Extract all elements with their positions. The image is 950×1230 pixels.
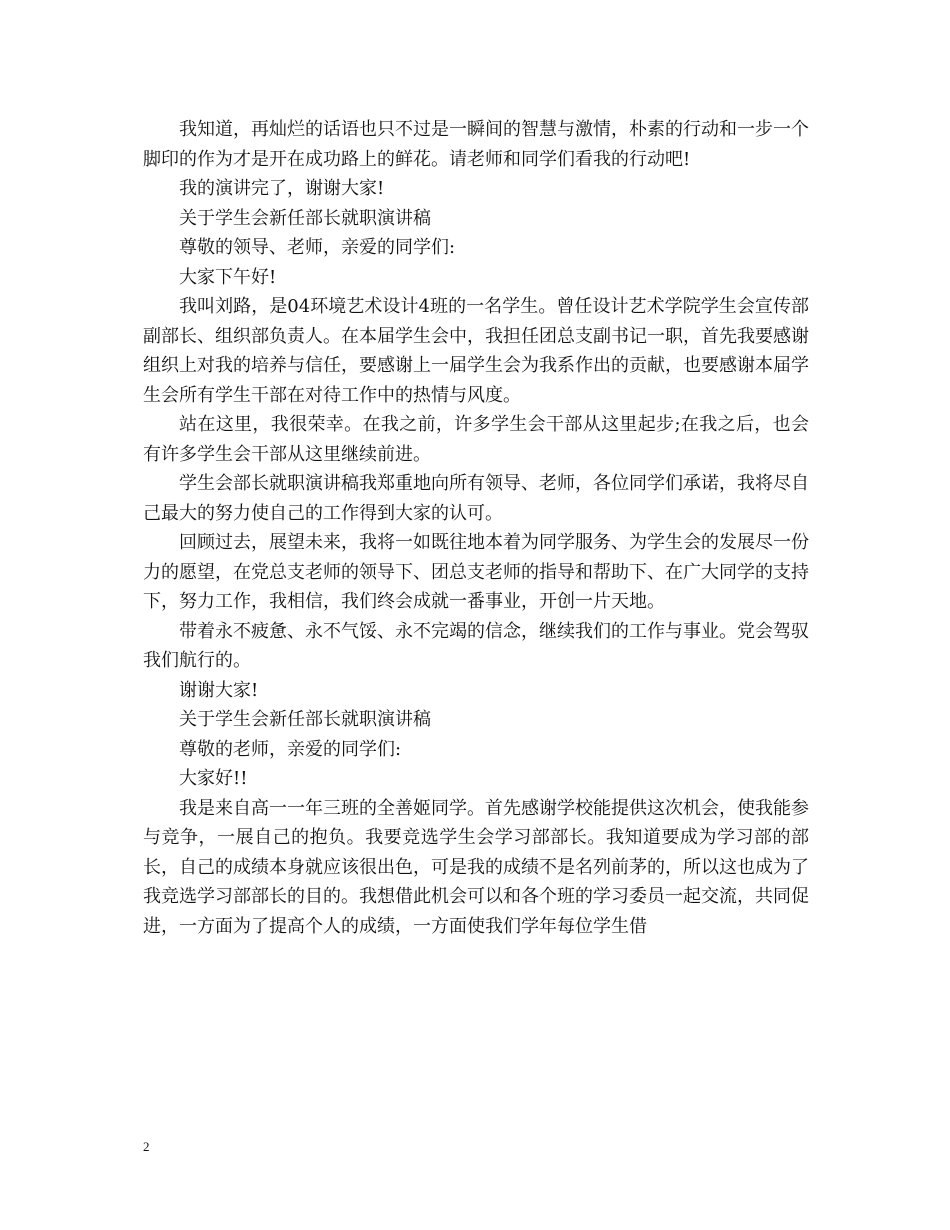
paragraph: 带着永不疲惫、永不气馁、永不完竭的信念，继续我们的工作与事业。党会驾驭我们航行的。	[143, 620, 809, 671]
closing: 谢谢大家!	[179, 679, 259, 701]
paragraph: 学生会部长就职演讲稿我郑重地向所有领导、老师，各位同学们承诺，我将尽自己最大的努力使自己的工作得到大家的认可。	[143, 473, 809, 524]
page-number: 2	[143, 1139, 150, 1154]
salutation: 尊敬的领导、老师，亲爱的同学们:	[179, 237, 456, 258]
greeting: 大家好!!	[179, 768, 248, 789]
paragraph: 我知道，再灿烂的话语也只不过是一瞬间的智慧与激情，朴素的行动和一步一个脚印的作为才是开在成功路上的鲜花。请老师和同学们看我的行动吧!	[143, 119, 809, 170]
section-heading: 关于学生会新任部长就职演讲稿	[179, 709, 431, 730]
salutation: 尊敬的老师，亲爱的同学们:	[179, 738, 402, 760]
document-body	[143, 115, 809, 941]
paragraph: 我叫刘路，是04环境艺术设计4班的一名学生。曾任设计艺术学院学生会宣传部副部长、组织部负责人。在本届学生会中，我担任团总支副书记一职，首先我要感谢组织上对我的培养与信任，要感谢上一届学生会为我系作出的贡献，也要感谢本届学生会所有学生干部在对待工作中的热情与风度。	[143, 296, 809, 406]
paragraph: 我是来自高一一年三班的全善姬同学。首先感谢学校能提供这次机会，使我能参与竞争，一展自己的抱负。我要竞选学生会学习部部长。我知道要成为学习部的部长，自己的成绩本身就应该很出色，可是我的成绩不是名列前茅的，所以这也成为了我竞选学习部部长的目的。我想借此机会可以和各个班的学习委员一起交流，共同促进，一方面为了提高个人的成绩，一方面使我们学年每位学生借	[143, 797, 809, 937]
paragraph: 站在这里，我很荣幸。在我之前，许多学生会干部从这里起步;在我之后，也会有许多学生会干部从这里继续前进。	[143, 414, 809, 465]
paragraph: 回顾过去，展望未来，我将一如既往地本着为同学服务、为学生会的发展尽一份力的愿望，在党总支老师的领导下、团总支老师的指导和帮助下、在广大同学的支持下，努力工作，我相信，我们终会成就一番事业，开创一片天地。	[143, 532, 809, 612]
paragraph: 我的演讲完了，谢谢大家!	[179, 178, 385, 199]
section-heading: 关于学生会新任部长就职演讲稿	[179, 207, 431, 229]
greeting: 大家下午好!	[179, 266, 277, 288]
